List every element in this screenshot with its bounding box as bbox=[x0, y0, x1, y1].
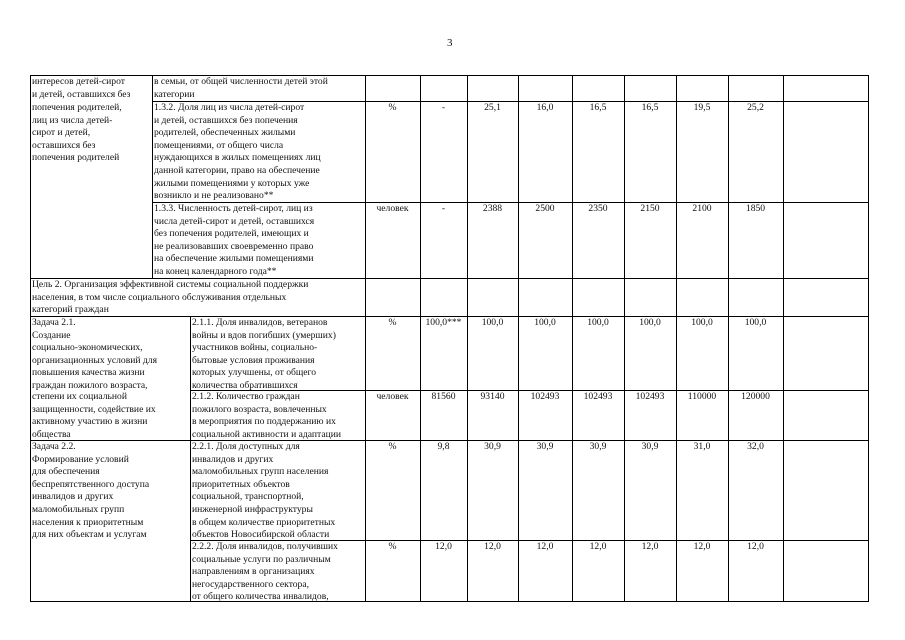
col-divider bbox=[420, 75, 421, 602]
indicator-value-cell: 93140 bbox=[480, 391, 505, 402]
indicator-value-cell: 2150 bbox=[640, 203, 660, 214]
indicator-value-cell: 16,5 bbox=[641, 102, 659, 113]
indicator-description-cell: 2.2.2. Доля инвалидов, получивших социальные услуги по различным направлениям в организациях негосударственного сектора, от общего количества инвалидов, bbox=[192, 541, 338, 602]
col-divider bbox=[518, 75, 519, 602]
col-divider bbox=[676, 75, 677, 602]
unit-cell: % bbox=[388, 102, 397, 113]
indicator-value-cell: 2100 bbox=[692, 203, 712, 214]
unit-cell: человек bbox=[376, 203, 409, 214]
unit-cell: % bbox=[388, 541, 397, 552]
col-divider bbox=[728, 75, 729, 602]
indicator-value-cell: 30,9 bbox=[641, 441, 659, 452]
unit-cell: % bbox=[388, 441, 397, 452]
page-number: 3 bbox=[447, 37, 453, 49]
indicator-value-cell: 2500 bbox=[535, 203, 555, 214]
indicator-value-cell: 25,1 bbox=[484, 102, 501, 113]
indicator-value-cell: 12,0 bbox=[589, 541, 607, 552]
indicator-value-cell: 100,0 bbox=[481, 317, 504, 328]
indicator-value-cell: 100,0 bbox=[587, 317, 609, 328]
unit-cell: % bbox=[388, 317, 397, 328]
indicator-value-cell: 12,0 bbox=[435, 541, 452, 552]
indicator-value-cell: 100,0 bbox=[691, 317, 713, 328]
indicator-value-cell: 16,5 bbox=[589, 102, 607, 113]
indicator-value-cell: 100,0 bbox=[534, 317, 556, 328]
indicator-description-cell: 1.3.3. Численность детей-сирот, лиц из числа детей-сирот и детей, оставшихся без попечения родителей, имеющих и не реализовавших своевременно право на обеспечение жилыми помещениями на конец календарного года** bbox=[154, 203, 315, 277]
indicator-value-cell: - bbox=[441, 203, 446, 214]
indicator-value-cell: 16,0 bbox=[536, 102, 554, 113]
indicator-value-cell: 12,0 bbox=[536, 541, 554, 552]
task-description-cell: попечения родителей, лиц из числа детей- сирот и детей, оставшихся без попечения родителей bbox=[32, 102, 122, 164]
indicator-value-cell: 12,0 bbox=[641, 541, 659, 552]
indicator-value-cell: 31,0 bbox=[693, 441, 711, 452]
indicator-value-cell: 30,9 bbox=[589, 441, 607, 452]
indicator-value-cell: 102493 bbox=[583, 391, 613, 402]
indicator-value-cell: 30,9 bbox=[484, 441, 501, 452]
indicator-value-cell: 102493 bbox=[635, 391, 665, 402]
indicator-value-cell: 110000 bbox=[687, 391, 717, 402]
indicator-value-cell: - bbox=[441, 102, 446, 113]
indicator-value-cell: 19,5 bbox=[693, 102, 711, 113]
indicator-value-cell: 102493 bbox=[530, 391, 560, 402]
indicator-value-cell: 81560 bbox=[431, 391, 456, 402]
indicator-value-cell: 12,0 bbox=[484, 541, 501, 552]
unit-cell: человек bbox=[376, 391, 409, 402]
indicator-value-cell: 25,2 bbox=[747, 102, 764, 113]
indicator-value-cell: 9,8 bbox=[437, 441, 450, 452]
col-divider bbox=[365, 316, 366, 602]
indicator-description-cell: 1.3.2. Доля лиц из числа детей-сирот и детей, оставшихся без попечения родителей, обеспеченных жилыми помещениями, от общего числа нуждающихся в жилых помещениях лиц данной категории, право на обеспечение жилыми помещениями у которых уже возникло и не реализовано** bbox=[154, 102, 321, 202]
task-description-cell: интересов детей-сирот и детей, оставшихся без bbox=[32, 76, 131, 100]
task-description-cell: степени их социальной защищенности, содействие их активному участию в жизни общества bbox=[32, 391, 156, 440]
indicator-value-cell: 30,9 bbox=[536, 441, 554, 452]
indicator-value-cell: 12,0 bbox=[747, 541, 764, 552]
indicator-value-cell: 100,0*** bbox=[425, 317, 462, 328]
indicator-description-cell: 2.1.2. Количество граждан пожилого возраста, вовлеченных в мероприятия по поддержанию их социальной активности и адаптации bbox=[192, 391, 342, 440]
indicator-value-cell: 2350 bbox=[588, 203, 608, 214]
task-description-cell: Задача 2.2. Формирование условий для обеспечения беспрепятственного доступа инвалидов и других маломобильных групп населения к приоритетным для них объектам и услугам bbox=[32, 441, 150, 540]
indicator-value-cell: 100,0 bbox=[639, 317, 661, 328]
indicator-value-cell: 12,0 bbox=[693, 541, 711, 552]
task-description-cell: Задача 2.1. Создание социально-экономических, организационных условий для повышения качества жизни граждан пожилого возраста, bbox=[32, 317, 157, 390]
indicator-description-cell: в семьи, от общей численности детей этой категории bbox=[154, 76, 328, 100]
table-bottom-edge bbox=[30, 601, 868, 602]
indicator-description-cell: 2.1.1. Доля инвалидов, ветеранов войны и вдов погибших (умерших) участников войны, социально- бытовые условия проживания которых улучшены, от общего количества обратившихся bbox=[192, 317, 336, 390]
table-right-border bbox=[868, 75, 869, 602]
indicator-value-cell: 1850 bbox=[745, 203, 766, 214]
col-divider bbox=[624, 75, 625, 602]
indicator-value-cell: 120000 bbox=[741, 391, 770, 402]
goal-heading-cell: Цель 2. Организация эффективной системы социальной поддержки населения, в том числе социального обслуживания отдельных категорий граждан bbox=[32, 279, 309, 316]
col-divider bbox=[467, 75, 468, 602]
col-divider bbox=[365, 278, 366, 316]
indicator-description-cell: 2.2.1. Доля доступных для инвалидов и других маломобильных групп населения приоритетных объектов социальной, транспортной, инженерной инфраструктуры в общем количестве приоритетных объектов Новосибирской области bbox=[192, 441, 336, 540]
indicator-value-cell: 2388 bbox=[482, 203, 503, 214]
col-divider bbox=[572, 75, 573, 602]
indicator-value-cell: 100,0 bbox=[744, 317, 767, 328]
col-divider bbox=[783, 75, 784, 602]
indicator-value-cell: 32,0 bbox=[747, 441, 764, 452]
